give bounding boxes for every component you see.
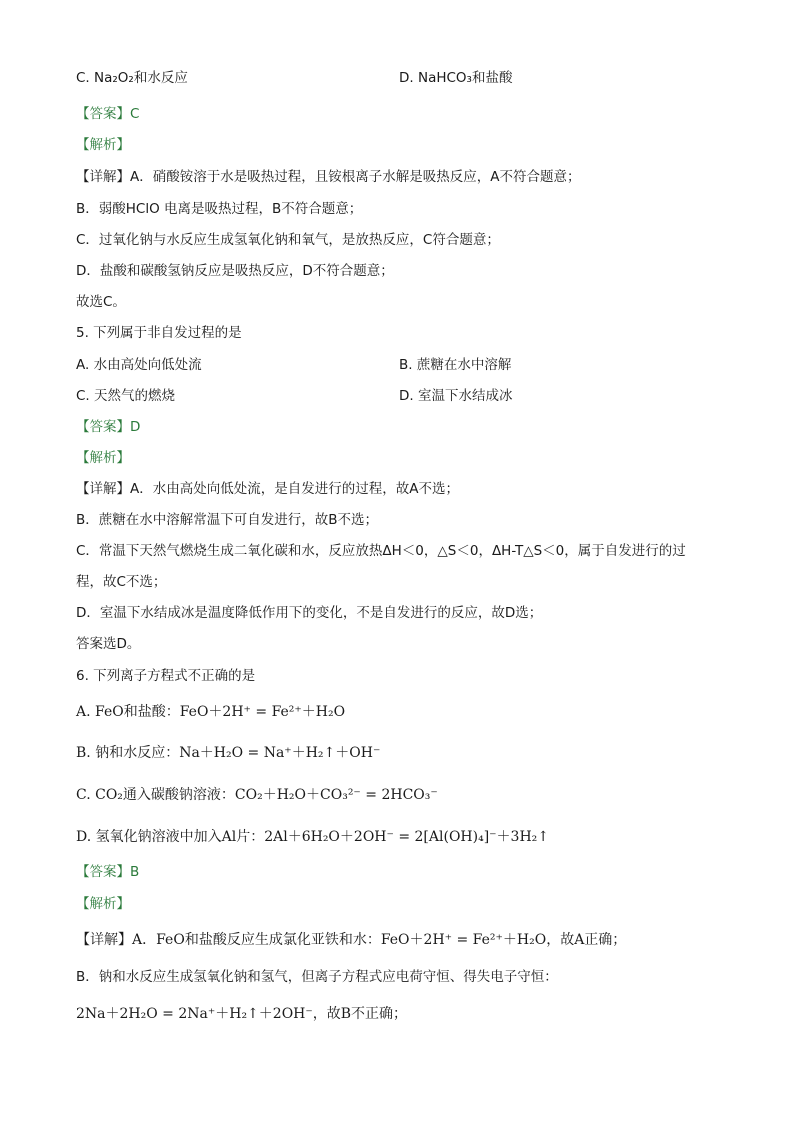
q5-detail-line: B．蔗糖在水中溶解常温下可自发进行，故B不选； bbox=[76, 512, 379, 528]
q5-detail-line: C．常温下天然气燃烧生成二氧化碳和水，反应放热ΔH＜0，△S＜0，ΔH-T△S＜0，属于自发进行的过 bbox=[76, 543, 686, 559]
q4-analysis-label: 【解析】 bbox=[76, 137, 130, 153]
q6-analysis-label: 【解析】 bbox=[76, 896, 130, 912]
q5-option-b: B. 蔗糖在水中溶解 bbox=[399, 357, 512, 373]
q5-analysis-label: 【解析】 bbox=[76, 450, 130, 466]
q4-answer: 【答案】C bbox=[76, 106, 140, 122]
q6-option-d: D. 氢氧化钠溶液中加入Al片：2Al＋6H₂O＋2OH⁻ = 2[Al(OH)₄]⁻＋3H₂↑ bbox=[76, 829, 550, 845]
q5-detail-line: 程，故C不选； bbox=[76, 574, 167, 590]
q6-detail-line: B．钠和水反应生成氢氧化钠和氢气，但离子方程式应电荷守恒、得失电子守恒： bbox=[76, 969, 558, 985]
q4-detail-line: B．弱酸HClO 电离是吸热过程，B不符合题意； bbox=[76, 201, 363, 217]
q6-option-a: A. FeO和盐酸：FeO＋2H⁺ = Fe²⁺＋H₂O bbox=[76, 704, 346, 720]
q5-option-d: D. 室温下水结成冰 bbox=[399, 388, 513, 404]
q4-detail-line: C．过氧化钠与水反应生成氢氧化钠和氧气，是放热反应，C符合题意； bbox=[76, 232, 500, 248]
q5-option-c: C. 天然气的燃烧 bbox=[76, 388, 176, 404]
q4-conclusion: 故选C。 bbox=[76, 294, 126, 310]
q5-detail-line: 【详解】A．水由高处向低处流，是自发进行的过程，故A不选； bbox=[76, 481, 459, 497]
q4-option-d: D. NaHCO₃和盐酸 bbox=[399, 70, 513, 86]
q6-detail-line: 2Na＋2H₂O = 2Na⁺＋H₂↑＋2OH⁻，故B不正确； bbox=[76, 1006, 408, 1022]
q4-detail-line: 【详解】A．硝酸铵溶于水是吸热过程，且铵根离子水解是吸热反应，A不符合题意； bbox=[76, 169, 581, 185]
q5-detail-line: D．室温下水结成冰是温度降低作用下的变化，不是自发进行的反应，故D选； bbox=[76, 605, 543, 621]
q6-answer: 【答案】B bbox=[76, 864, 140, 880]
q5-stem: 5. 下列属于非自发过程的是 bbox=[76, 325, 242, 341]
q6-option-b: B. 钠和水反应：Na＋H₂O = Na⁺＋H₂↑＋OH⁻ bbox=[76, 745, 381, 761]
q5-option-a: A. 水由高处向低处流 bbox=[76, 357, 202, 373]
q5-conclusion: 答案选D。 bbox=[76, 636, 141, 652]
q5-answer: 【答案】D bbox=[76, 419, 141, 435]
q6-option-c: C. CO₂通入碳酸钠溶液：CO₂＋H₂O＋CO₃²⁻ = 2HCO₃⁻ bbox=[76, 787, 438, 803]
q4-option-c: C. Na₂O₂和水反应 bbox=[76, 70, 188, 86]
q4-detail-line: D．盐酸和碳酸氢钠反应是吸热反应，D不符合题意； bbox=[76, 263, 394, 279]
q6-detail-line: 【详解】A．FeO和盐酸反应生成氯化亚铁和水：FeO＋2H⁺ = Fe²⁺＋H₂O，故A正确； bbox=[76, 932, 627, 948]
q6-stem: 6. 下列离子方程式不正确的是 bbox=[76, 668, 256, 684]
